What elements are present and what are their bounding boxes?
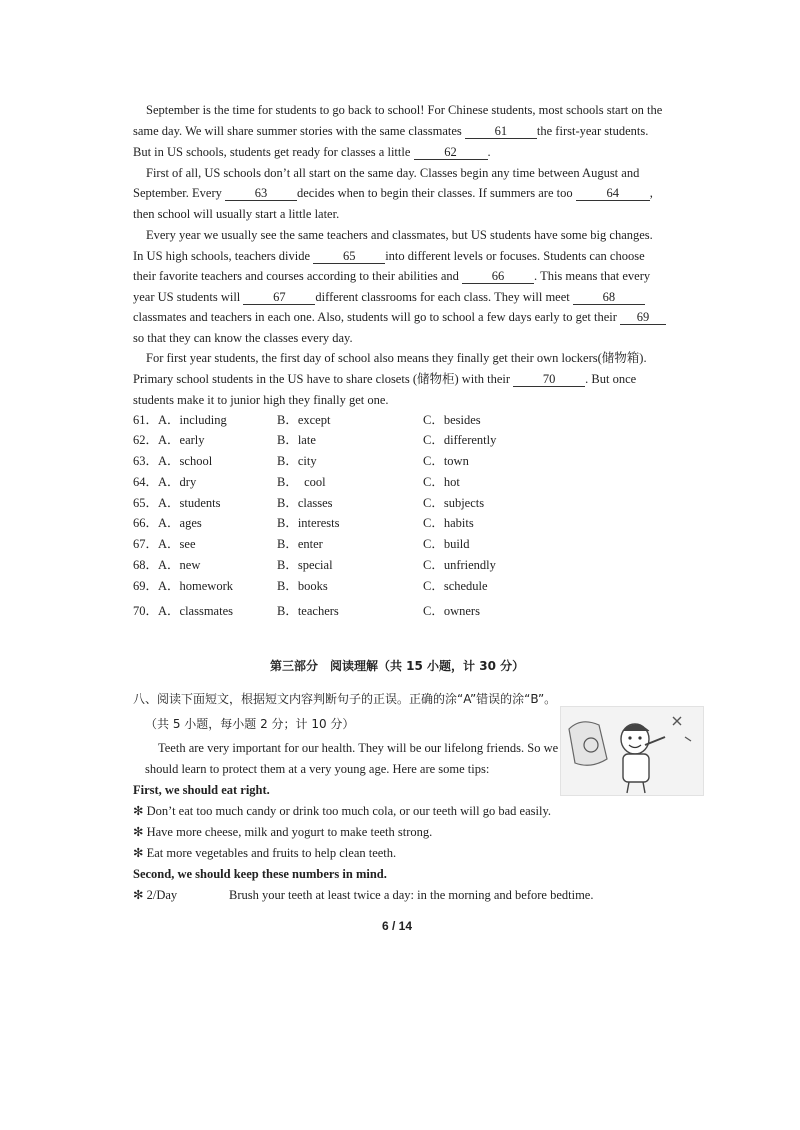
- passage-line: then school will usually start a little later.: [133, 207, 340, 221]
- passage-line: In US high schools, teachers divide 65 into different levels or focuses. Students can choose: [133, 249, 645, 263]
- blank-61: 61: [465, 124, 537, 139]
- option-a: 68．A．new: [133, 558, 201, 572]
- option-b: B．special: [277, 558, 333, 572]
- passage-line: year US students will 67 different classrooms for each class. They will meet 68: [133, 289, 645, 305]
- option-b: B．interests: [277, 516, 340, 530]
- option-c: C．subjects: [423, 496, 485, 510]
- blank-63: 63: [225, 186, 297, 201]
- option-b: B．late: [277, 433, 316, 447]
- passage-line: students make it to junior high they finally get one.: [133, 393, 389, 407]
- tip-item: ✻ Don’t eat too much candy or drink too much cola, or our teeth will go bad easily.: [133, 804, 552, 818]
- option-b: B．city: [277, 454, 317, 468]
- option-c: C．build: [423, 537, 470, 551]
- passage-line: same day. We will share summer stories with the same classmates 61 the first-year students.: [133, 124, 649, 138]
- number-text: Brush your teeth at least twice a day: in the morning and before bedtime.: [229, 888, 594, 902]
- option-c: C．schedule: [423, 579, 488, 593]
- passage-line: classmates and teachers in each one. Also, students will go to school a few days early to get their 69: [133, 309, 666, 325]
- option-b: B． cool: [277, 475, 326, 489]
- blank-68: 68: [573, 290, 645, 305]
- option-c: C．owners: [423, 604, 480, 618]
- passage-line: September is the time for students to go back to school! For Chinese students, most schools start on the: [146, 103, 663, 117]
- blank-65: 65: [313, 249, 385, 264]
- blank-67: 67: [243, 290, 315, 305]
- option-a: 66．A．ages: [133, 516, 202, 530]
- section-points: （共 5 小题，每小题 2 分；计 10 分）: [145, 717, 355, 731]
- option-b: B．books: [277, 579, 328, 593]
- option-c: C．hot: [423, 475, 460, 489]
- passage-line: For first year students, the first day of school also means they finally get their own lockers(储物箱).: [146, 351, 647, 365]
- option-c: C．unfriendly: [423, 558, 496, 572]
- option-c: C．habits: [423, 516, 474, 530]
- number-label: ✻ 2/Day: [133, 888, 178, 902]
- option-a: 69．A．homework: [133, 579, 233, 593]
- blank-69: 69: [620, 310, 666, 325]
- option-a: 62．A．early: [133, 433, 205, 447]
- option-b: B．teachers: [277, 604, 339, 618]
- reading-intro-line: Teeth are very important for our health. They will be our lifelong friends. So we: [158, 741, 559, 755]
- option-a: 61．A．including: [133, 413, 227, 427]
- passage-line: Every year we usually see the same teachers and classmates, but US students have some big changes.: [146, 228, 653, 242]
- option-b: B．except: [277, 413, 331, 427]
- passage-line: September. Every 63 decides when to begin their classes. If summers are too 64 ,: [133, 186, 653, 200]
- option-a: 67．A．see: [133, 537, 196, 551]
- option-c: C．town: [423, 454, 469, 468]
- tip-item: ✻ Have more cheese, milk and yogurt to make teeth strong.: [133, 825, 433, 839]
- section-title: 第三部分 阅读理解（共 15 小题，计 30 分）: [270, 659, 525, 673]
- option-a: 70．A．classmates: [133, 604, 233, 618]
- option-b: B．enter: [277, 537, 323, 551]
- tip-item: ✻ Eat more vegetables and fruits to help clean teeth.: [133, 846, 397, 860]
- blank-66: 66: [462, 269, 534, 284]
- reading-intro-line: should learn to protect them at a very young age. Here are some tips:: [145, 762, 490, 776]
- option-a: 64．A．dry: [133, 475, 197, 489]
- passage-line: But in US schools, students get ready for classes a little 62 .: [133, 145, 491, 159]
- blank-70: 70: [513, 372, 585, 387]
- option-b: B．classes: [277, 496, 333, 510]
- option-a: 63．A．school: [133, 454, 213, 468]
- numbers-heading: Second, we should keep these numbers in mind.: [133, 867, 387, 881]
- blank-62: 62: [414, 145, 488, 160]
- page-number: 6 / 14: [382, 919, 413, 933]
- passage-line: so that they can know the classes every day.: [133, 331, 353, 345]
- passage-line: their favorite teachers and courses according to their abilities and 66 . This means that every: [133, 269, 651, 283]
- section-instruction: 八、阅读下面短文，根据短文内容判断句子的正误。正确的涂“A”错误的涂“B”。: [133, 692, 557, 706]
- tips-heading: First, we should eat right.: [133, 783, 270, 797]
- option-a: 65．A．students: [133, 496, 221, 510]
- passage-line: Primary school students in the US have to share closets (储物柜) with their 70 . But once: [133, 372, 637, 386]
- passage-line: First of all, US schools don’t all start on the same day. Classes begin any time between August and: [146, 166, 640, 180]
- blank-64: 64: [576, 186, 650, 201]
- option-c: C．besides: [423, 413, 481, 427]
- child-brushing-teeth-illustration: [560, 706, 704, 796]
- option-c: C．differently: [423, 433, 497, 447]
